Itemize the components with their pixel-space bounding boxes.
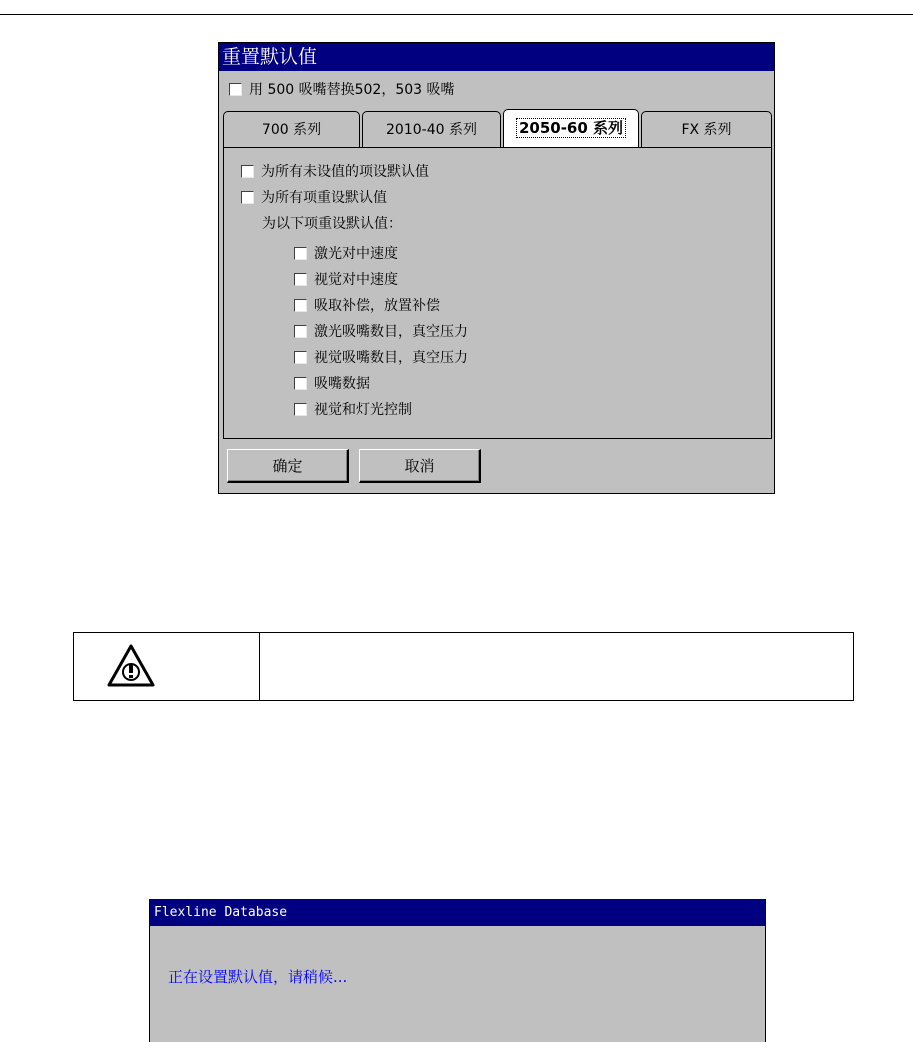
dialog-footer <box>223 443 772 489</box>
laser-nozzle-label: 激光吸嘴数目，真空压力 <box>314 324 468 340</box>
laser-speed-label: 激光对中速度 <box>314 246 398 262</box>
tab-700-label: 700 系列 <box>261 122 322 138</box>
replace-nozzle-label: 用 500 吸嘴替换502，503 吸嘴 <box>249 82 455 98</box>
item-laser-nozzle[interactable] <box>294 322 468 342</box>
database-progress-dialog <box>149 899 766 1042</box>
tab-fx-label: FX 系列 <box>681 122 732 138</box>
reset-all-checkbox[interactable] <box>241 191 254 204</box>
unset-defaults-checkbox[interactable] <box>241 165 254 178</box>
ok-button[interactable]: 确定 <box>227 449 349 483</box>
vision-nozzle-label: 视觉吸嘴数目，真空压力 <box>314 350 468 366</box>
caution-icon-cell <box>74 633 260 700</box>
unset-defaults-label: 为所有未设值的项设默认值 <box>261 164 429 180</box>
tab-fx[interactable] <box>641 111 772 147</box>
tab-700[interactable] <box>223 111 360 147</box>
section-label: 为以下项重设默认值： <box>262 216 402 232</box>
tab-2010-40[interactable] <box>362 111 501 147</box>
item-pick-place-offset[interactable] <box>294 296 440 316</box>
vision-speed-checkbox[interactable] <box>294 273 307 286</box>
cancel-button[interactable]: 取消 <box>359 449 481 483</box>
vision-light-checkbox[interactable] <box>294 403 307 416</box>
pick-place-offset-label: 吸取补偿，放置补偿 <box>314 298 440 314</box>
tab-panel <box>223 147 772 439</box>
reset-defaults-dialog <box>218 42 775 494</box>
vision-speed-label: 视觉对中速度 <box>314 272 398 288</box>
replace-nozzle-checkbox[interactable] <box>229 83 242 96</box>
item-vision-light[interactable] <box>294 400 412 420</box>
item-vision-nozzle[interactable] <box>294 348 468 368</box>
progress-dialog-title: Flexline Database <box>150 899 765 926</box>
caution-box <box>73 632 854 701</box>
vision-light-label: 视觉和灯光控制 <box>314 402 412 418</box>
tab-2050-60-label: 2050-60 系列 <box>516 118 626 138</box>
replace-nozzle-option[interactable] <box>229 80 455 100</box>
laser-speed-checkbox[interactable] <box>294 247 307 260</box>
item-vision-speed[interactable] <box>294 270 398 290</box>
series-tabs <box>223 111 772 147</box>
laser-nozzle-checkbox[interactable] <box>294 325 307 338</box>
dialog-title: 重置默认值 <box>219 43 774 71</box>
reset-all-label: 为所有项重设默认值 <box>261 190 387 206</box>
pick-place-offset-checkbox[interactable] <box>294 299 307 312</box>
tab-2050-60[interactable] <box>503 109 639 148</box>
option-unset-defaults[interactable] <box>241 162 429 182</box>
page-top-rule <box>0 14 913 15</box>
nozzle-data-label: 吸嘴数据 <box>314 376 370 392</box>
vision-nozzle-checkbox[interactable] <box>294 351 307 364</box>
progress-message: 正在设置默认值，请稍候... <box>168 968 348 986</box>
nozzle-data-checkbox[interactable] <box>294 377 307 390</box>
tab-2010-40-label: 2010-40 系列 <box>386 122 477 138</box>
item-nozzle-data[interactable] <box>294 374 370 394</box>
warning-triangle-icon <box>106 643 156 689</box>
item-laser-speed[interactable] <box>294 244 398 264</box>
option-reset-all[interactable] <box>241 188 387 208</box>
